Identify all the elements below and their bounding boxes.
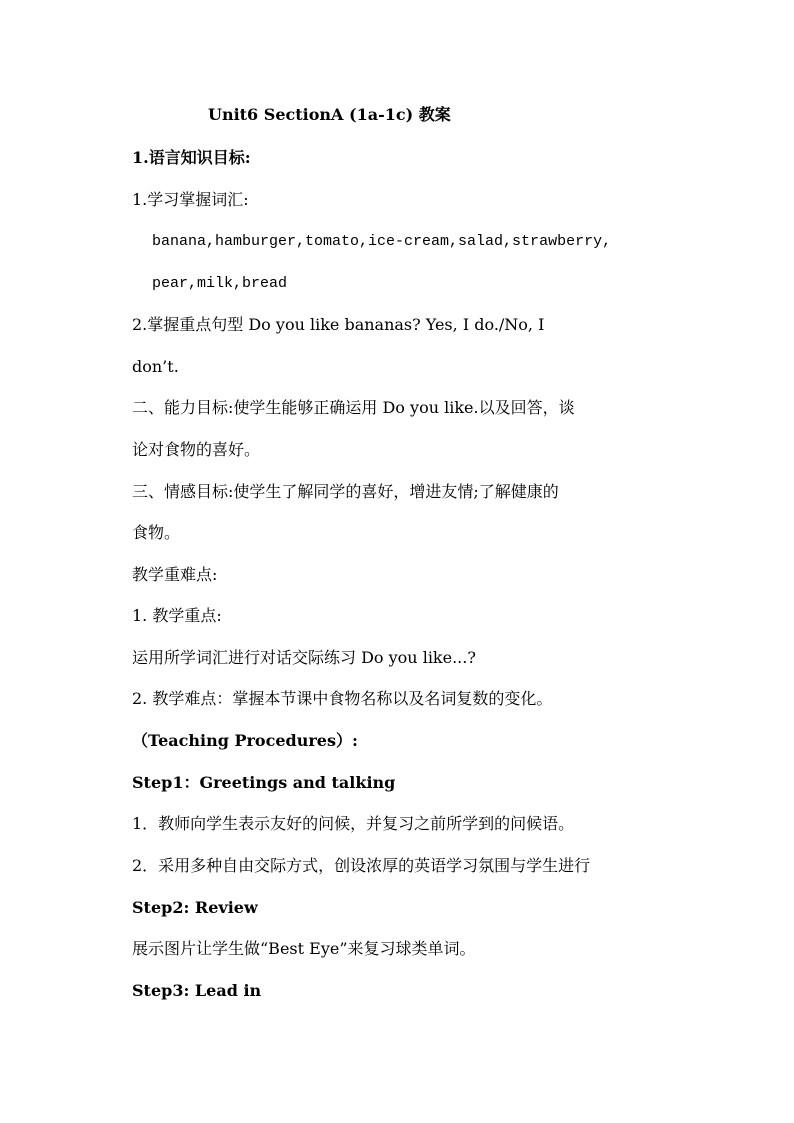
vocab-line-2: pear,milk,bread	[152, 275, 288, 292]
step1-heading: Step1：Greetings and talking	[132, 773, 396, 792]
step3-heading: Step3: Lead in	[132, 981, 262, 1000]
ability-goal-line-1: 二、能力目标:使学生能够正确运用 Do you like.以及回答，谈	[132, 398, 575, 417]
vocab-heading: 1.学习掌握词汇:	[132, 190, 249, 209]
key-difficult-heading: 教学重难点:	[132, 565, 218, 584]
step1-item-1: 1．教师向学生表示友好的问候，并复习之前所学到的问候语。	[132, 814, 575, 833]
document-title: Unit6 SectionA (1a-1c) 教案	[208, 105, 451, 124]
ability-goal-line-2: 论对食物的喜好。	[132, 440, 261, 459]
emotion-goal-line-2: 食物。	[132, 523, 181, 542]
key-sentence-line-2: don’t.	[132, 357, 179, 376]
section-language-goals: 1.语言知识目标:	[132, 148, 251, 167]
emotion-goal-line-1: 三、情感目标:使学生了解同学的喜好，增进友情;了解健康的	[132, 482, 559, 501]
teaching-procedures-heading: （Teaching Procedures）:	[132, 731, 358, 750]
key-sentence-line-1: 2.掌握重点句型 Do you like bananas? Yes, I do./No, I	[132, 315, 545, 334]
step2-text: 展示图片让学生做“Best Eye”来复习球类单词。	[132, 939, 476, 958]
vocab-line-1: banana,hamburger,tomato,ice-cream,salad,strawberry,	[152, 233, 612, 250]
difficult-points: 2. 教学难点：掌握本节课中食物名称以及名词复数的变化。	[132, 689, 553, 708]
key-points-text: 运用所学词汇进行对话交际练习 Do you like...?	[132, 648, 476, 667]
step2-heading: Step2: Review	[132, 898, 258, 917]
step1-item-2: 2．采用多种自由交际方式，创设浓厚的英语学习氛围与学生进行	[132, 856, 591, 875]
key-points-heading: 1. 教学重点:	[132, 606, 222, 625]
